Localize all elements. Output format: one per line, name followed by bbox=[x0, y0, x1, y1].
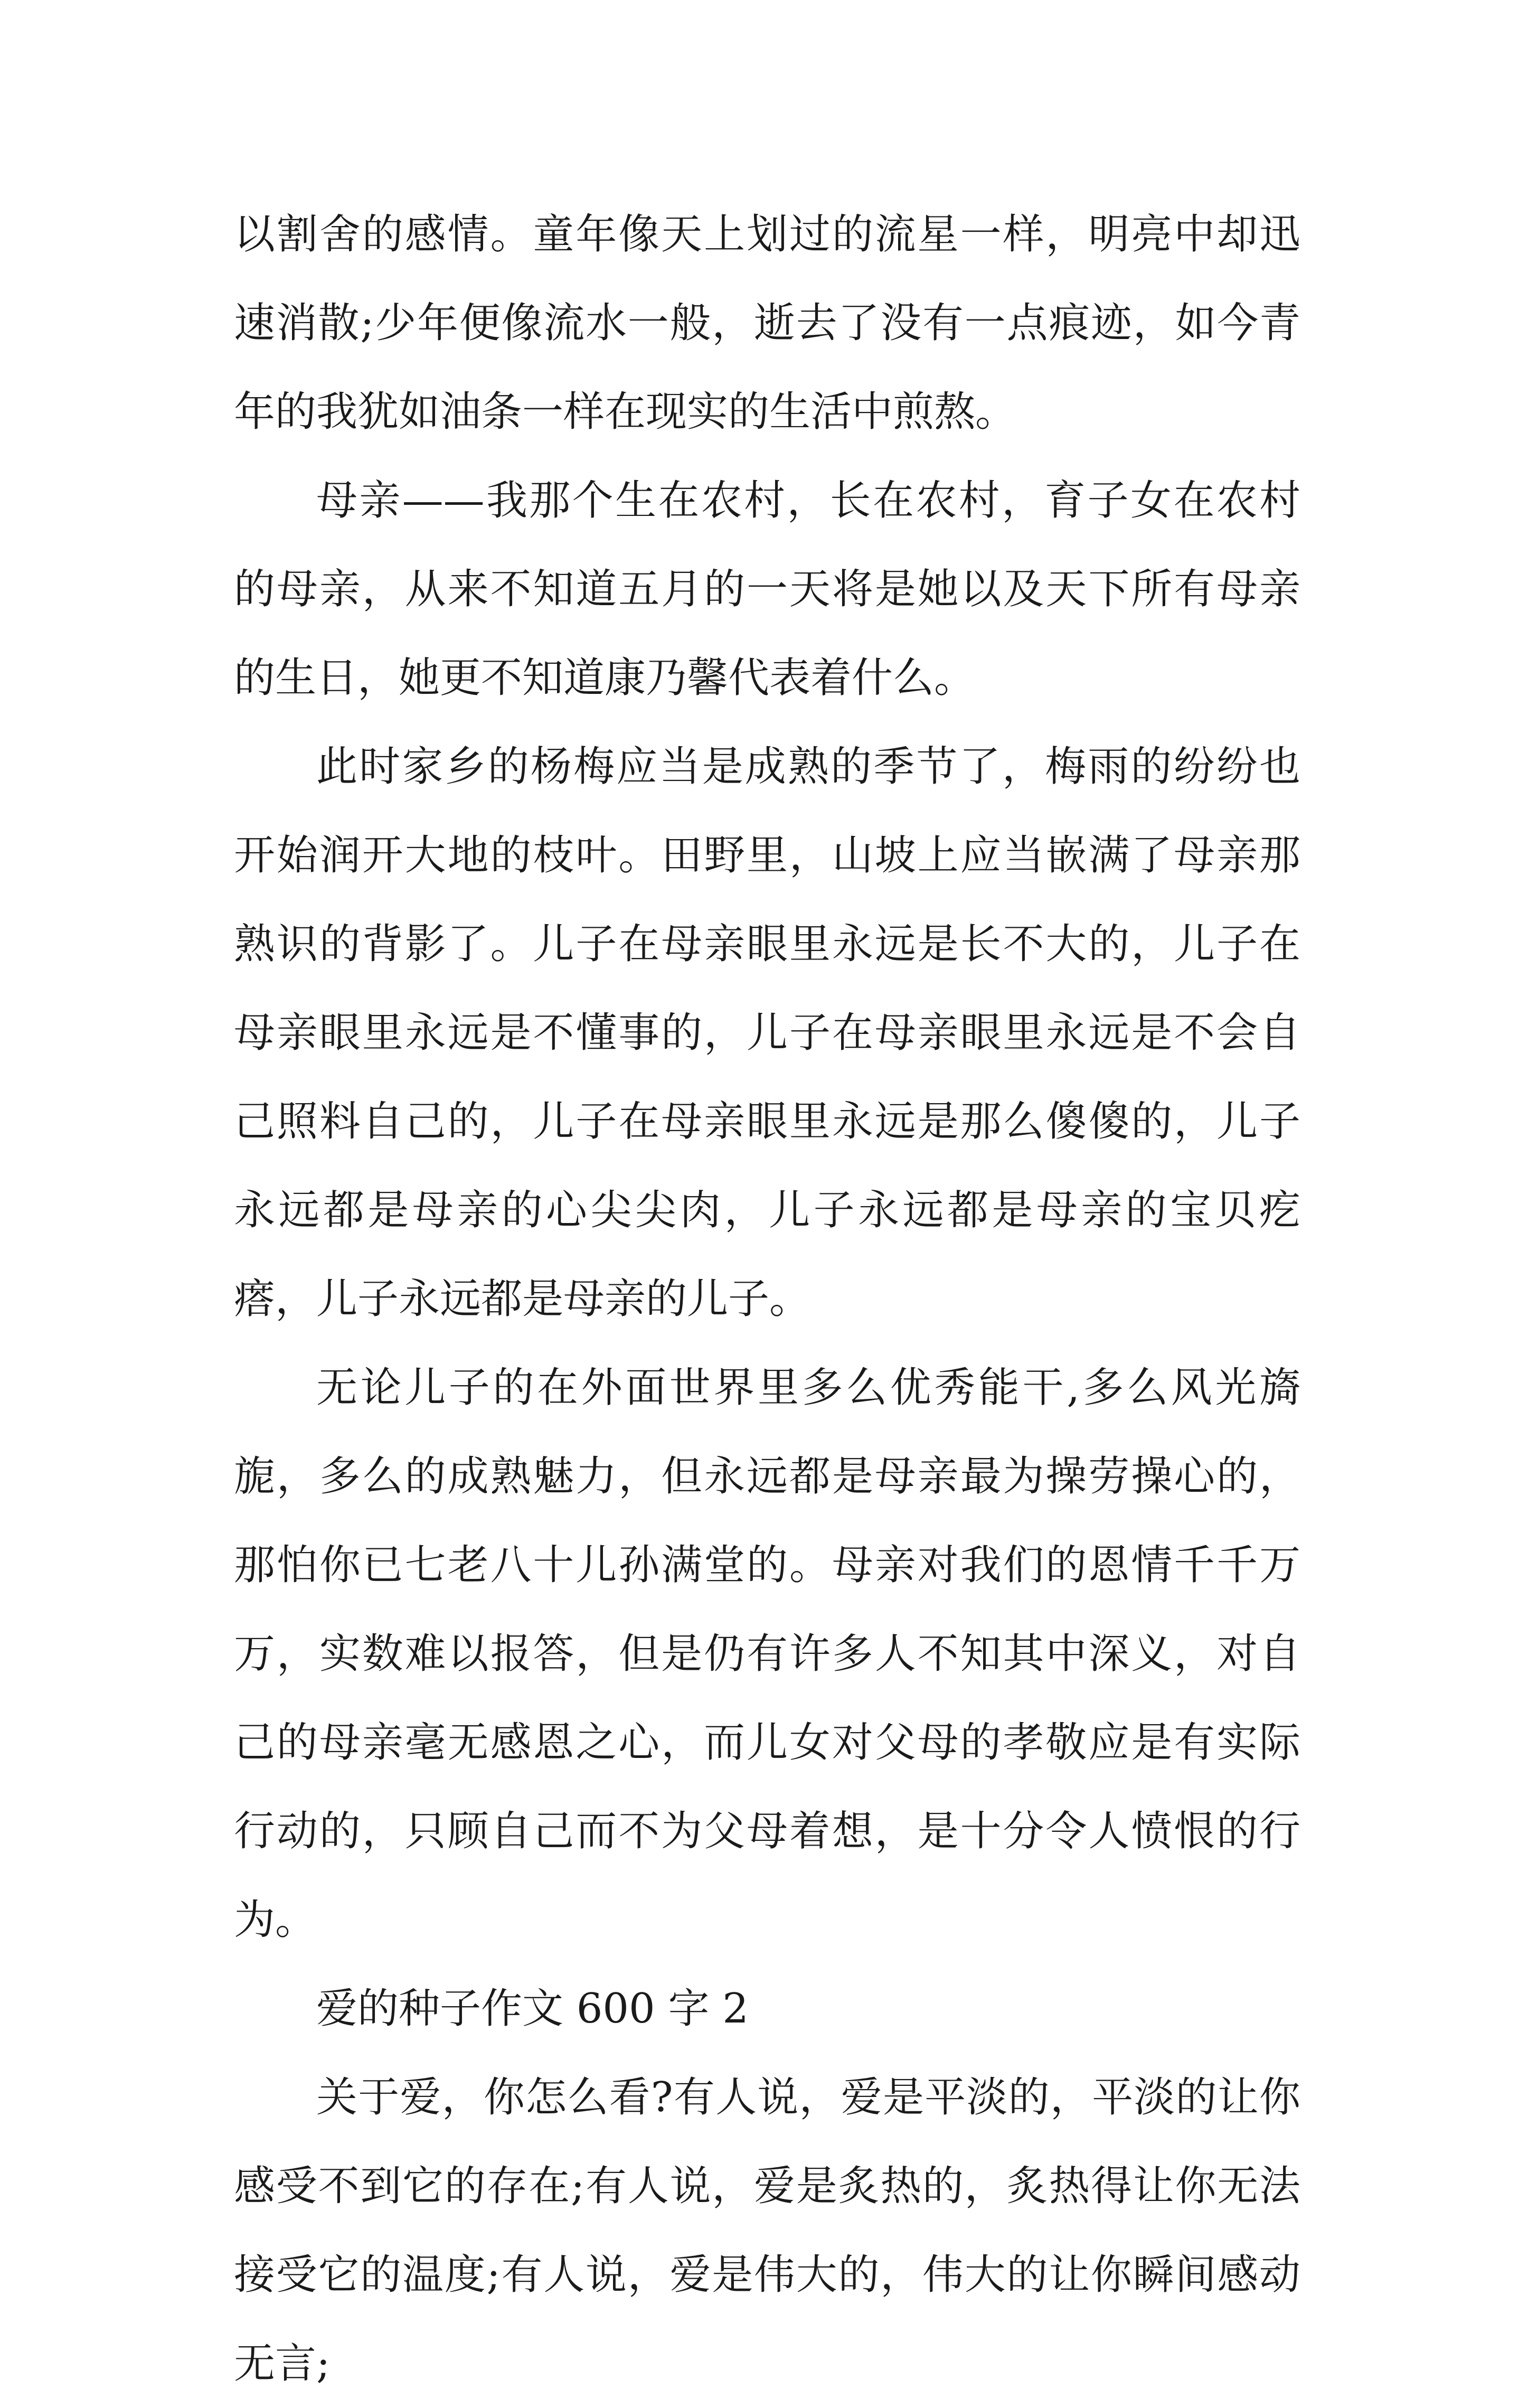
section-heading: 爱的种子作文 600 字 2 bbox=[316, 1985, 749, 2033]
paragraph-5: 关于爱，你怎么看?有人说，爱是平淡的，平淡的让你感受不到它的存在;有人说，爱是炙热的，炙热得让你无法接受它的温度;有人说，爱是伟大的，伟大的让你瞬间感动无言; bbox=[234, 2074, 1300, 2387]
paragraph-3: 此时家乡的杨梅应当是成熟的季节了，梅雨的纷纷也开始润开大地的枝叶。田野里，山坡上应当嵌满了母亲那熟识的背影了。儿子在母亲眼里永远是长不大的，儿子在母亲眼里永远是不懂事的，儿子在母亲眼里永远是不会自己照料自己的，儿子在母亲眼里永远是那么傻傻的，儿子永远都是母亲的心尖尖肉，儿子永远都是母亲的宝贝疙瘩，儿子永远都是母亲的儿子。 bbox=[234, 743, 1300, 1323]
paragraph-1: 以割舍的感情。童年像天上划过的流星一样，明亮中却迅速消散;少年便像流水一般，逝去了没有一点痕迹，如今青年的我犹如油条一样在现实的生活中煎熬。 bbox=[234, 211, 1300, 436]
document-body bbox=[234, 190, 1300, 2408]
paragraph-2: 母亲——我那个生在农村，长在农村，育子女在农村的母亲，从来不知道五月的一天将是她以及天下所有母亲的生日，她更不知道康乃馨代表着什么。 bbox=[234, 477, 1300, 702]
paragraph-4: 无论儿子的在外面世界里多么优秀能干,多么风光旖旎，多么的成熟魅力，但永远都是母亲最为操劳操心的，那怕你已七老八十儿孙满堂的。母亲对我们的恩情千千万万，实数难以报答，但是仍有许多人不知其中深义，对自己的母亲毫无感恩之心，而儿女对父母的孝敬应是有实际行动的，只顾自己而不为父母着想，是十分令人愤恨的行为。 bbox=[234, 1364, 1300, 1944]
